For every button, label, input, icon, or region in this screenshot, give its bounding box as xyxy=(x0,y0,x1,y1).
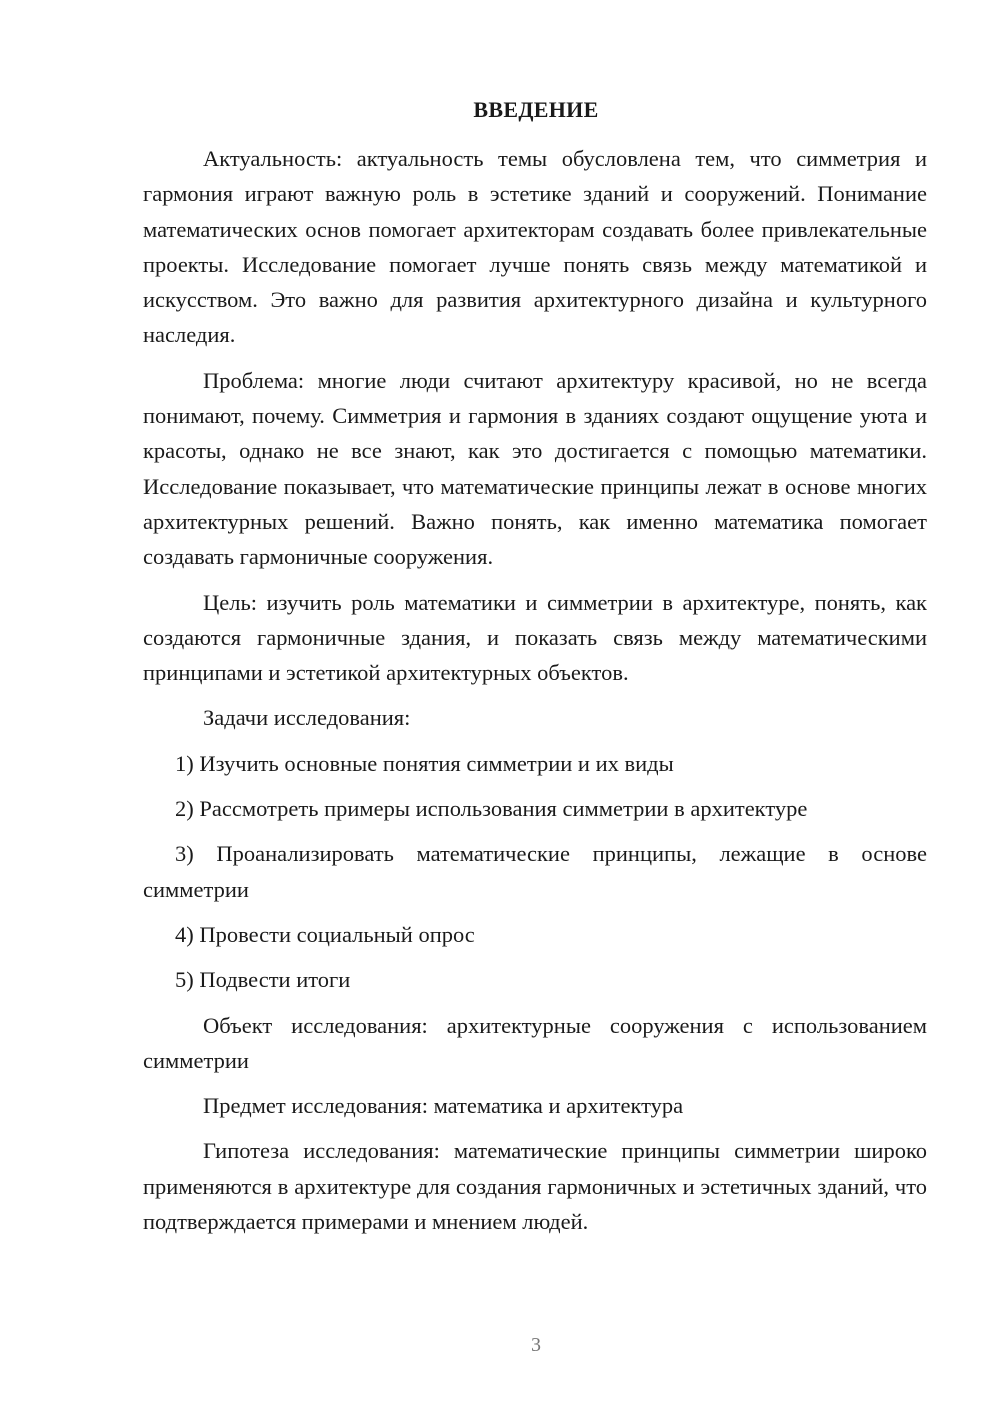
task-item-5: 5) Подвести итоги xyxy=(175,967,351,993)
introduction-body xyxy=(143,141,927,1249)
hypothesis-paragraph: Гипотеза исследования: математические принципы симметрии широко применяются в архитектуре для создания гармоничных и эстетичных зданий, что подтверждается примерами и мнением людей. xyxy=(143,1138,927,1235)
task-item-3: 3) Проанализировать математические принципы, лежащие в основе симметрии xyxy=(143,841,927,902)
task-item-4: 4) Провести социальный опрос xyxy=(175,921,475,947)
section-heading: ВВЕДЕНИЕ xyxy=(473,97,599,122)
problem-paragraph: Проблема: многие люди считают архитектуру красивой, но не всегда понимают, почему. Симметрия и гармония в зданиях создают ощущение уюта и красоты, однако не все знают, как это достигается с помощью математики. Исследование показывает, что математические принципы лежат в основе многих архитектурных решений. Важно понять, как именно математика помогает создавать гармоничные сооружения. xyxy=(143,367,927,570)
object-paragraph: Объект исследования: архитектурные сооружения с использованием симметрии xyxy=(143,1012,927,1073)
tasks-title: Задачи исследования: xyxy=(203,705,411,731)
subject-paragraph: Предмет исследования: математика и архитектура xyxy=(203,1093,684,1119)
goal-paragraph: Цель: изучить роль математики и симметрии в архитектуре, понять, как создаются гармоничные здания, и показать связь между математическими принципами и эстетикой архитектурных объектов. xyxy=(143,589,927,686)
relevance-paragraph: Актуальность: актуальность темы обусловлена тем, что симметрия и гармония играют важную роль в эстетике зданий и сооружений. Понимание математических основ помогает архитекторам создавать более привлекательные проекты. Исследование помогает лучше понять связь между математикой и искусством. Это важно для развития архитектурного дизайна и культурного наследия. xyxy=(143,146,927,348)
task-item-2: 2) Рассмотреть примеры использования симметрии в архитектуре xyxy=(175,796,808,822)
task-item-1: 1) Изучить основные понятия симметрии и их виды xyxy=(175,750,674,776)
page-number: 3 xyxy=(531,1334,541,1356)
